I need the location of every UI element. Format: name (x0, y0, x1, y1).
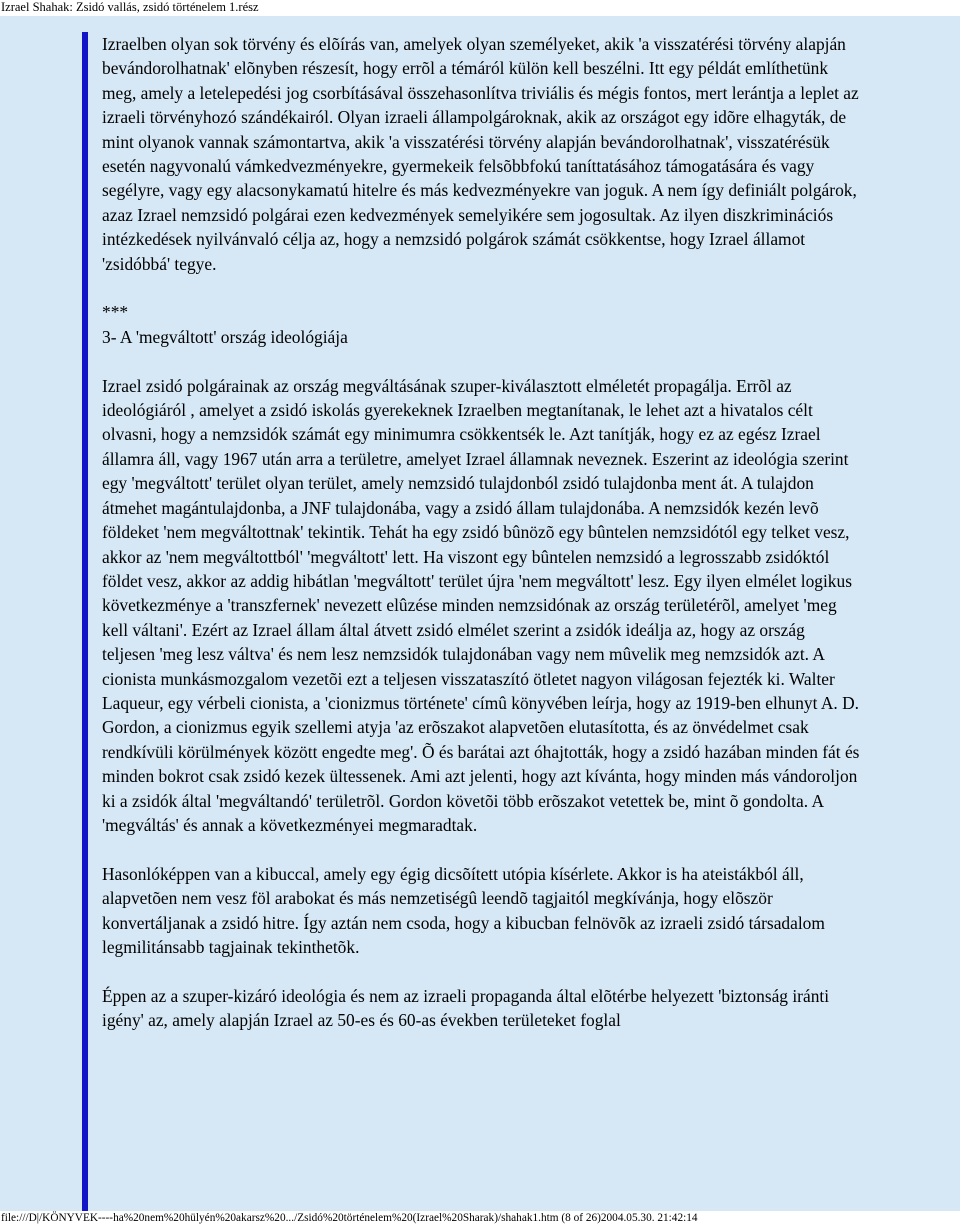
section-title: 3- A 'megváltott' ország ideológiája (102, 326, 348, 347)
paragraph-4: Éppen az a szuper-kizáró ideológia és nem az izraeli propaganda által elõtérbe helyezett 'biztonság iránti igény' az, amely alapján Izrael az 50-es és 60-as években területeket foglal (102, 985, 830, 1031)
paragraph-1: Izraelben olyan sok törvény és elõírás van, amelyek olyan személyeket, akik 'a visszatérési törvény alapján bevándorolhatnak' elõnyben részesít, hogy errõl a témáról külön kell beszélni. Itt egy példát említhetünk meg, amely a letelepedési jog csorbításával összehasonlítva triviális és mégis fontos, mert lerántja a leplet az izraeli törvényhozó szándékairól. Olyan izraeli állampolgároknak, akik az országot egy idõre elhagyták, de mint olyanok vannak számontartva, akik 'a visszatérési törvény alapján bevándorolhatnak', visszatérésük esetén nagyvonalú vámkedvezményekre, gyermekeik felsõbbfokú taníttatásához támogatására és vagy segélyre, vagy egy alacsonykamatú hitelre és más kedvezményekre van joguk. A nem így definiált polgárok, azaz Izrael nemzsidó polgárai ezen kedvezmények semelyikére sem jogosultak. Az ilyen diszkriminációs intézkedések nyilvánvaló célja az, hogy a nemzsidó polgárok számát csökkentse, hogy Izrael államot 'zsidóbbá' tegye. (102, 34, 859, 274)
content-area (0, 16, 960, 1211)
paragraph-3: Hasonlóképpen van a kibuccal, amely egy égig dicsõített utópia kísérlete. Akkor is ha ateistákból áll, alapvetõen nem vesz föl arabokat és más nemzetiségû leendõ tagjaitól megkívánja, hogy elõször konvertáljanak a zsidó hitre. Így aztán nem csoda, hogy a kibucban felnövõk az izraeli zsidó társadalom legmilitánsabb tagjainak tekinthetõk. (102, 863, 825, 957)
blockquote-bar (82, 32, 88, 1211)
file-path: file:///D|/KÖNYVEK----ha%20nem%20hülyén%20akarsz%20.../Zsidó%20történelem%20(Izrael%20Sharak)/shahak1.htm (8 of 26)2004.05.30. 21:42:14 (1, 1212, 698, 1224)
paragraph-2: Izrael zsidó polgárainak az ország megváltásának szuper-kiválasztott elméletét propagálja. Errõl az ideológiáról , amelyet a zsidó iskolás gyerekeknek Izraelben megtanítanak, le lehet azt a hivatalos célt olvasni, hogy a nemzsidók számát egy minimumra csökkentsék le. Azt tanítják, hogy ez az egész Izrael államra áll, vagy 1967 után arra a területre, amelyet Izrael államnak neveznek. Eszerint az ideológia szerint egy 'megváltott' terület olyan terület, amely nemzsidó tulajdonból zsidó tulajdonba ment át. A tulajdon átmehet magántulajdonba, a JNF tulajdonába, vagy a zsidó állam tulajdonába. A nemzsidók kezén levõ földeket 'nem megváltottnak' tekintik. Tehát ha egy zsidó bûnözõ egy bûntelen nemzsidótól egy telket vesz, akkor az 'nem megváltottból' 'megváltott' lett. Ha viszont egy bûntelen nemzsidó a legrosszabb zsidóktól földet vesz, akkor az addig hibátlan 'megváltott' terület újra 'nem megváltott' lesz. Egy ilyen elmélet logikus következménye a 'transzfernek' nevezett elûzése minden nemzsidónak az ország területérõl, amelyet 'meg kell váltani'. Ezért az Izrael állam által átvett zsidó elmélet szerint a zsidók ideálja az, hogy az ország teljesen 'meg lesz váltva' és nem lesz nemzsidók tulajdonában vagy nem mûvelik meg nemzsidók azt. A cionista munkásmozgalom vezetõi ezt a teljesen visszataszító ötletet nagyon világosan fejezték ki. Walter Laqueur, egy vérbeli cionista, a 'cionizmus története' címû könyvében leírja, hogy az 1919-ben elhunyt A. D. Gordon, a cionizmus egyik szellemi atyja 'az erõszakot alapvetõen elutasította, és az önvédelmet csak rendkívüli körülmények között engedte meg'. Õ és barátai azt óhajtották, hogy a zsidó hazában minden fát és minden bokrot csak zsidó kezek ültessenek. Ami azt jelenti, hogy azt kívánta, hogy minden más vándoroljon ki a zsidók által 'megváltandó' területrõl. Gordon követõi több erõszakot vetettek be, mint õ gondolta. A 'megváltás' és annak a következményei megmaradtak. (102, 375, 860, 835)
page-footer (0, 1211, 960, 1226)
separator: *** (102, 302, 129, 323)
document-title: Izrael Shahak: Zsidó vallás, zsidó történelem 1.rész (1, 0, 259, 14)
page-header (0, 0, 960, 16)
article-body (102, 32, 860, 1057)
